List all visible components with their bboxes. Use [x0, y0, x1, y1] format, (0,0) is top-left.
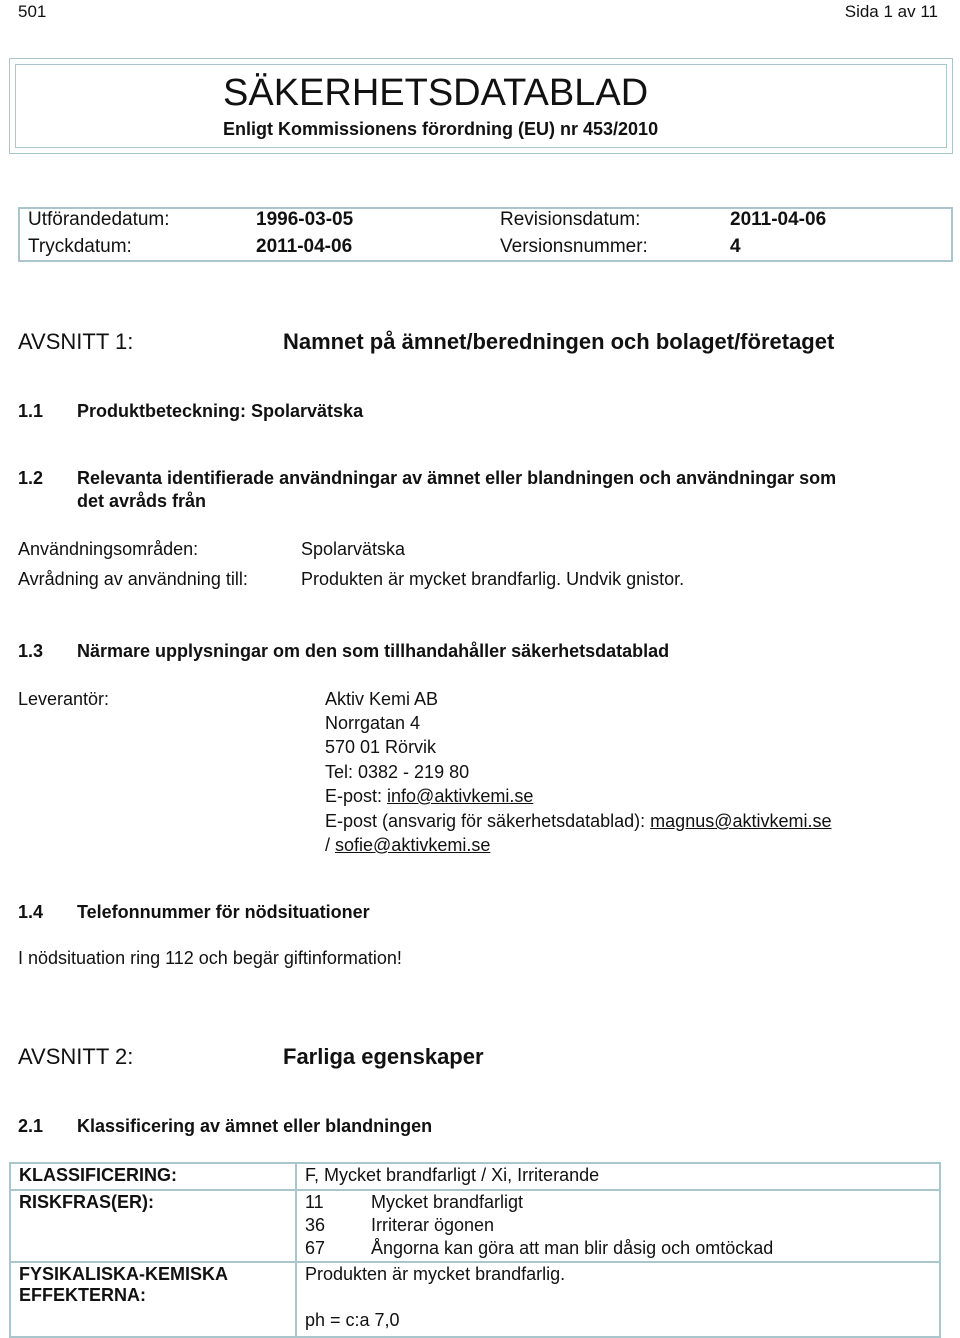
- risk-code: 67: [305, 1238, 326, 1258]
- section1-title: Namnet på ämnet/beredningen och bolaget/företaget: [283, 329, 835, 354]
- section1-label: AVSNITT 1:: [18, 329, 134, 354]
- s14-number: 1.4: [18, 902, 44, 922]
- s21-number: 2.1: [18, 1116, 44, 1136]
- leverantor-label: Leverantör:: [18, 689, 110, 709]
- email2-link[interactable]: magnus@aktivkemi.se: [650, 811, 832, 831]
- page-number: 501: [18, 2, 47, 21]
- s12-heading-line2: det avråds från: [77, 491, 207, 511]
- fys-label-line1: FYSIKALISKA-KEMISKA: [19, 1264, 229, 1284]
- tryck-value: 2011-04-06: [256, 236, 353, 257]
- s11-number: 1.1: [18, 401, 44, 421]
- s13-heading: Närmare upplysningar om den som tillhandahåller säkerhetsdatablad: [77, 641, 670, 661]
- risk-code: 36: [305, 1215, 326, 1235]
- fys-label-line2: EFFEKTERNA:: [19, 1285, 146, 1305]
- tryck-label: Tryckdatum:: [28, 236, 132, 257]
- email3-line: [325, 835, 490, 856]
- risk-item: [305, 1238, 933, 1261]
- email2-line: [325, 811, 832, 832]
- utforande-label: Utförandedatum:: [28, 209, 170, 230]
- utforande-value: 1996-03-05: [256, 209, 354, 230]
- classification-table: [9, 1162, 941, 1338]
- s21-heading: Klassificering av ämnet eller blandningen: [77, 1116, 433, 1136]
- s12-number: 1.2: [18, 468, 44, 488]
- table-row: [10, 1163, 940, 1190]
- risk-code: 11: [305, 1192, 324, 1212]
- company-street: Norrgatan 4: [325, 713, 421, 733]
- email-link[interactable]: info@aktivkemi.se: [387, 786, 534, 806]
- avradning-value: Produkten är mycket brandfarlig. Undvik gnistor.: [301, 569, 685, 589]
- email-line: [325, 786, 533, 807]
- s11-heading: Produktbeteckning: Spolarvätska: [77, 401, 364, 421]
- fys-value-line2: ph = c:a 7,0: [305, 1310, 400, 1330]
- s14-heading: Telefonnummer för nödsituationer: [77, 902, 370, 922]
- company-name: Aktiv Kemi AB: [325, 689, 439, 709]
- risk-label: RISKFRAS(ER):: [10, 1190, 296, 1262]
- s12-heading-line1: Relevanta identifierade användningar av ämnet eller blandningen och användningar som: [77, 468, 837, 488]
- risk-text: Irriterar ögonen: [371, 1215, 495, 1235]
- email3-prefix: /: [325, 835, 336, 855]
- risk-text: Ångorna kan göra att man blir dåsig och omtöckad: [371, 1238, 774, 1258]
- version-value: 4: [730, 236, 741, 257]
- table-row: [10, 1190, 940, 1262]
- table-row: [10, 1262, 940, 1337]
- emergency-text: I nödsituation ring 112 och begär giftinformation!: [18, 948, 402, 968]
- company-city: 570 01 Rörvik: [325, 737, 437, 757]
- anvandning-label: Användningsområden:: [18, 539, 199, 559]
- risk-item: [305, 1192, 933, 1215]
- version-label: Versionsnummer:: [500, 236, 648, 257]
- page-of-indicator: Sida 1 av 11: [844, 2, 938, 21]
- fys-value-line1: Produkten är mycket brandfarlig.: [305, 1264, 566, 1284]
- document-title: SÄKERHETSDATABLAD: [223, 72, 649, 114]
- klass-value: F, Mycket brandfarligt / Xi, Irriterande: [296, 1163, 940, 1190]
- email3-link[interactable]: sofie@aktivkemi.se: [335, 835, 491, 855]
- document-subtitle: Enligt Kommissionens förordning (EU) nr 453/2010: [223, 119, 659, 139]
- risk-text: Mycket brandfarligt: [371, 1192, 524, 1212]
- risk-item: [305, 1215, 933, 1238]
- email2-prefix: E-post (ansvarig för säkerhetsdatablad):: [325, 811, 651, 831]
- revision-label: Revisionsdatum:: [500, 209, 641, 230]
- company-phone: Tel: 0382 - 219 80: [325, 762, 470, 782]
- email-prefix: E-post:: [325, 786, 388, 806]
- revision-value: 2011-04-06: [730, 209, 827, 230]
- klass-label: KLASSIFICERING:: [10, 1163, 296, 1190]
- avradning-label: Avrådning av användning till:: [18, 569, 248, 589]
- risk-list: [296, 1190, 940, 1262]
- anvandning-value: Spolarvätska: [301, 539, 406, 559]
- section2-title: Farliga egenskaper: [283, 1044, 484, 1069]
- fys-value: [296, 1262, 940, 1337]
- s13-number: 1.3: [18, 641, 44, 661]
- section2-label: AVSNITT 2:: [18, 1044, 134, 1069]
- fys-label: [10, 1262, 296, 1337]
